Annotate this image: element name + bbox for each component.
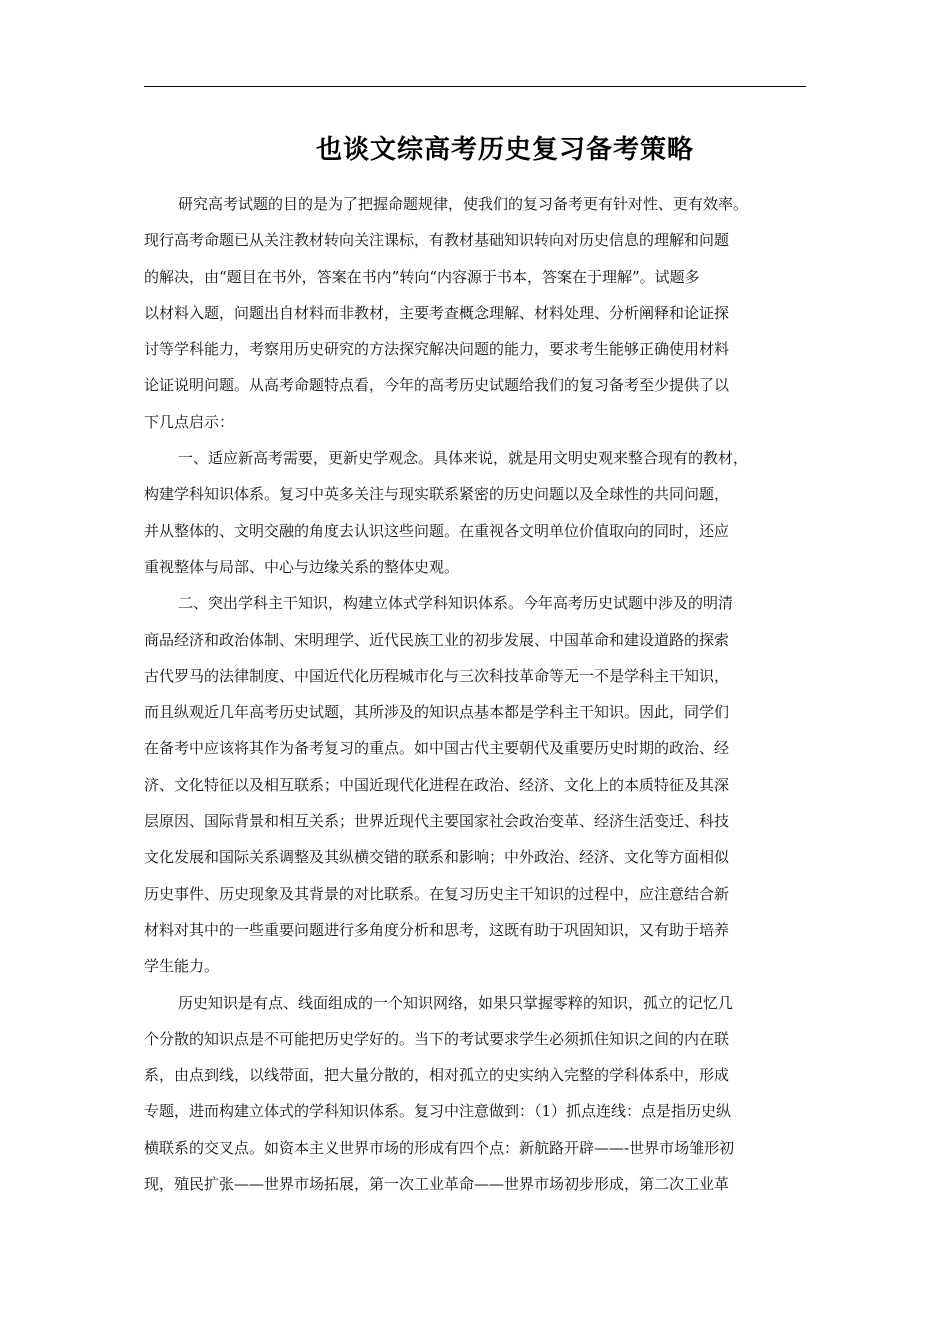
text-line: 的解决，由“题目在书外，答案在书内”转向“内容源于书本，答案在于理解”。试题多 (144, 267, 700, 286)
paragraph-2 (144, 440, 822, 585)
text-line: 历史知识是有点、线面组成的一个知识网络，如果只掌握零粹的知识，孤立的记忆几 (178, 993, 734, 1012)
text-line: 商品经济和政治体制、宋明理学、近代民族工业的初步发展、中国革命和建设道路的探索 (144, 630, 730, 649)
text-line: 系，由点到线，以线带面，把大量分散的，相对孤立的史实纳入完整的学科体系中，形成 (144, 1066, 730, 1085)
paragraph-3 (144, 585, 822, 984)
document-body (144, 186, 822, 1202)
text-line: 而且纵观近几年高考历史试题，其所涉及的知识点基本都是学科主干知识。因此，同学们 (144, 703, 730, 722)
text-line: 横联系的交叉点。如资本主义世界市场的形成有四个点：新航路开辟——-世界市场雏形初 (144, 1138, 735, 1157)
paragraph-1 (144, 186, 822, 440)
paragraph-4 (144, 985, 822, 1203)
text-line: 个分散的知识点是不可能把历史学好的。当下的考试要求学生必须抓住知识之间的内在联 (144, 1029, 730, 1048)
text-line: 文化发展和国际关系调整及其纵横交错的联系和影响；中外政治、经济、文化等方面相似 (144, 848, 730, 867)
text-line: 重视整体与局部、中心与边缘关系的整体史观。 (144, 557, 460, 576)
text-line: 以材料入题，问题出自材料而非教材，主要考查概念理解、材料处理、分析阐释和论证探 (144, 303, 730, 322)
text-line: 论证说明问题。从高考命题特点看，今年的高考历史试题给我们的复习备考至少提供了以 (144, 376, 730, 395)
text-line: 讨等学科能力，考察用历史研究的方法探究解决问题的能力，要求考生能够正确使用材料 (144, 340, 730, 359)
text-line: 一、适应新高考需要，更新史学观念。具体来说，就是用文明史观来整合现有的教材， (178, 449, 749, 468)
text-line: 现，殖民扩张——世界市场拓展，第一次工业革命——世界市场初步形成，第二次工业革 (144, 1175, 730, 1194)
text-line: 层原因、国际背景和相互关系；世界近现代主要国家社会政治变革、经济生活变迁、科技 (144, 812, 730, 831)
text-line: 专题，进而构建立体式的学科知识体系。复习中注意做到：（1）抓点连线：点是指历史纵 (144, 1102, 732, 1121)
text-line: 二、突出学科主干知识，构建立体式学科知识体系。今年高考历史试题中涉及的明清 (178, 594, 734, 613)
text-line: 材料对其中的一些重要问题进行多角度分析和思考，这既有助于巩固知识，又有助于培养 (144, 920, 730, 939)
document-title: 也谈文综高考历史复习备考策略 (315, 135, 694, 165)
text-line: 研究高考试题的目的是为了把握命题规律，使我们的复习备考更有针对性、更有效率。 (178, 195, 749, 213)
text-line: 构建学科知识体系。复习中英多关注与现实联系紧密的历史问题以及全球性的共同问题， (144, 485, 730, 504)
text-line: 济、文化特征以及相互联系；中国近现代化进程在政治、经济、文化上的本质特征及其深 (144, 775, 730, 794)
text-line: 并从整体的、文明交融的角度去认识这些问题。在重视各文明单位价值取向的同时，还应 (144, 521, 730, 540)
text-line: 在备考中应该将其作为备考复习的重点。如中国古代主要朝代及重要历史时期的政治、经 (144, 739, 730, 758)
header-rule (144, 86, 806, 87)
text-line: 历史事件、历史现象及其背景的对比联系。在复习历史主干知识的过程中，应注意结合新 (144, 884, 730, 903)
text-line: 下几点启示： (144, 412, 235, 431)
text-line: 学生能力。 (144, 957, 220, 976)
text-line: 古代罗马的法律制度、中国近代化历程城市化与三次科技革命等无一不是学科主干知识， (144, 666, 730, 685)
text-line: 现行高考命题已从关注教材转向关注课标，有教材基础知识转向对历史信息的理解和问题 (144, 231, 730, 250)
